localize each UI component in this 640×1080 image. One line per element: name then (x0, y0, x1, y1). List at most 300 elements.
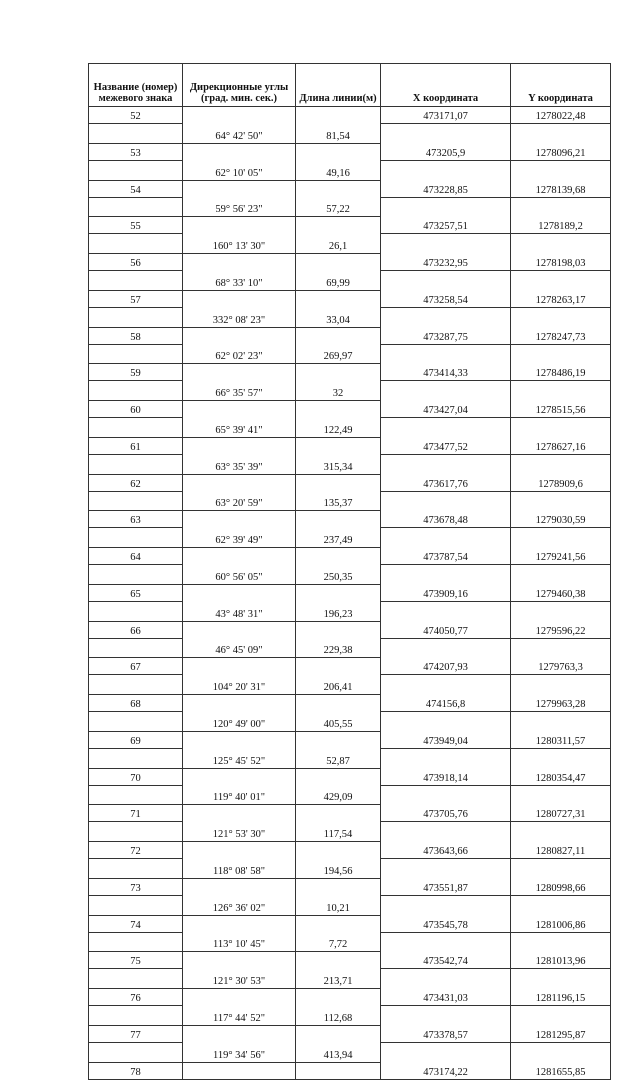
empty-cell (296, 548, 381, 565)
table-row (89, 437, 611, 454)
direction-angle: 126° 36' 02" (183, 895, 296, 915)
empty-cell (511, 895, 611, 915)
empty-cell (511, 969, 611, 989)
y-coordinate: 1280998,66 (511, 878, 611, 895)
empty-cell (89, 1042, 183, 1062)
x-coordinate: 473477,52 (381, 437, 511, 454)
point-name: 68 (89, 695, 183, 712)
empty-cell (381, 271, 511, 291)
empty-cell (183, 107, 296, 124)
line-length: 33,04 (296, 307, 381, 327)
empty-cell (511, 528, 611, 548)
y-coordinate: 1278096,21 (511, 143, 611, 160)
point-name: 59 (89, 364, 183, 381)
empty-cell (296, 805, 381, 822)
table-row (89, 1025, 611, 1042)
line-length: 26,1 (296, 234, 381, 254)
table-row (89, 785, 611, 805)
table-row (89, 895, 611, 915)
table-row (89, 307, 611, 327)
point-name: 62 (89, 474, 183, 491)
empty-cell (381, 160, 511, 180)
table-row (89, 511, 611, 528)
x-coordinate: 473678,48 (381, 511, 511, 528)
empty-cell (381, 969, 511, 989)
direction-angle: 117° 44' 52" (183, 1006, 296, 1026)
table-row (89, 675, 611, 695)
table-row (89, 1062, 611, 1079)
empty-cell (183, 290, 296, 307)
table-row (89, 638, 611, 658)
table-row (89, 989, 611, 1006)
x-coordinate: 474156,8 (381, 695, 511, 712)
empty-cell (296, 474, 381, 491)
empty-cell (381, 712, 511, 732)
empty-cell (89, 1006, 183, 1026)
point-name: 73 (89, 878, 183, 895)
x-coordinate: 473258,54 (381, 290, 511, 307)
x-coordinate: 473617,76 (381, 474, 511, 491)
table-row (89, 197, 611, 217)
table-row (89, 768, 611, 785)
point-name: 76 (89, 989, 183, 1006)
line-length: 269,97 (296, 344, 381, 364)
point-name: 75 (89, 952, 183, 969)
point-name: 60 (89, 401, 183, 418)
table-row (89, 180, 611, 197)
x-coordinate: 473542,74 (381, 952, 511, 969)
table-row (89, 454, 611, 474)
direction-angle: 43° 48' 31" (183, 601, 296, 621)
point-name: 67 (89, 658, 183, 675)
table-row (89, 344, 611, 364)
table-row (89, 381, 611, 401)
empty-cell (511, 601, 611, 621)
empty-cell (296, 143, 381, 160)
empty-cell (511, 160, 611, 180)
x-coordinate: 473431,03 (381, 989, 511, 1006)
point-name: 57 (89, 290, 183, 307)
empty-cell (89, 932, 183, 952)
empty-cell (381, 895, 511, 915)
point-name: 70 (89, 768, 183, 785)
empty-cell (89, 307, 183, 327)
empty-cell (296, 217, 381, 234)
empty-cell (511, 785, 611, 805)
empty-cell (183, 842, 296, 859)
empty-cell (381, 418, 511, 438)
empty-cell (381, 601, 511, 621)
empty-cell (381, 491, 511, 511)
line-length: 237,49 (296, 528, 381, 548)
x-coordinate: 474207,93 (381, 658, 511, 675)
x-coordinate: 473427,04 (381, 401, 511, 418)
point-name: 69 (89, 731, 183, 748)
point-name: 77 (89, 1025, 183, 1042)
direction-angle: 118° 08' 58" (183, 859, 296, 879)
table-row (89, 621, 611, 638)
y-coordinate: 1280827,11 (511, 842, 611, 859)
empty-cell (89, 675, 183, 695)
empty-cell (296, 658, 381, 675)
empty-cell (89, 160, 183, 180)
table-row (89, 234, 611, 254)
x-coordinate: 473414,33 (381, 364, 511, 381)
empty-cell (296, 952, 381, 969)
table-row (89, 822, 611, 842)
y-coordinate: 1278198,03 (511, 254, 611, 271)
empty-cell (89, 565, 183, 585)
empty-cell (89, 528, 183, 548)
empty-cell (89, 234, 183, 254)
empty-cell (89, 344, 183, 364)
y-coordinate: 1280354,47 (511, 768, 611, 785)
empty-cell (296, 1062, 381, 1079)
table-row (89, 160, 611, 180)
table-row (89, 528, 611, 548)
x-coordinate: 473257,51 (381, 217, 511, 234)
empty-cell (183, 217, 296, 234)
point-name: 53 (89, 143, 183, 160)
direction-angle: 113° 10' 45" (183, 932, 296, 952)
point-name: 58 (89, 327, 183, 344)
empty-cell (183, 474, 296, 491)
empty-cell (511, 307, 611, 327)
table-row (89, 584, 611, 601)
line-length: 49,16 (296, 160, 381, 180)
point-name: 54 (89, 180, 183, 197)
table-row (89, 418, 611, 438)
x-coordinate: 473171,07 (381, 107, 511, 124)
table-row (89, 491, 611, 511)
y-coordinate: 1281295,87 (511, 1025, 611, 1042)
table-row (89, 658, 611, 675)
direction-angle: 104° 20' 31" (183, 675, 296, 695)
point-name: 72 (89, 842, 183, 859)
empty-cell (296, 327, 381, 344)
empty-cell (381, 565, 511, 585)
table-row (89, 364, 611, 381)
direction-angle: 119° 40' 01" (183, 785, 296, 805)
empty-cell (89, 124, 183, 144)
direction-angle: 332° 08' 23" (183, 307, 296, 327)
table-row (89, 401, 611, 418)
direction-angle: 120° 49' 00" (183, 712, 296, 732)
empty-cell (89, 638, 183, 658)
empty-cell (183, 915, 296, 932)
table-row (89, 143, 611, 160)
table-row (89, 842, 611, 859)
empty-cell (183, 621, 296, 638)
direction-angle: 64° 42' 50" (183, 124, 296, 144)
empty-cell (381, 748, 511, 768)
empty-cell (511, 197, 611, 217)
direction-angle: 119° 34' 56" (183, 1042, 296, 1062)
y-coordinate: 1280727,31 (511, 805, 611, 822)
point-name: 78 (89, 1062, 183, 1079)
line-length: 32 (296, 381, 381, 401)
direction-angle: 121° 30' 53" (183, 969, 296, 989)
point-name: 56 (89, 254, 183, 271)
line-length: 213,71 (296, 969, 381, 989)
x-coordinate: 473232,95 (381, 254, 511, 271)
table-row (89, 969, 611, 989)
empty-cell (89, 712, 183, 732)
table-row (89, 327, 611, 344)
header-length: Длина линии(м) (296, 64, 381, 107)
table-row (89, 1006, 611, 1026)
point-name: 61 (89, 437, 183, 454)
empty-cell (89, 822, 183, 842)
empty-cell (511, 822, 611, 842)
direction-angle: 62° 02' 23" (183, 344, 296, 364)
x-coordinate: 473705,76 (381, 805, 511, 822)
table-row (89, 565, 611, 585)
empty-cell (296, 915, 381, 932)
point-name: 55 (89, 217, 183, 234)
y-coordinate: 1278263,17 (511, 290, 611, 307)
table-row (89, 601, 611, 621)
empty-cell (511, 675, 611, 695)
empty-cell (381, 344, 511, 364)
y-coordinate: 1278486,19 (511, 364, 611, 381)
table-row (89, 1042, 611, 1062)
empty-cell (296, 584, 381, 601)
direction-angle: 63° 20' 59" (183, 491, 296, 511)
empty-cell (296, 290, 381, 307)
empty-cell (183, 805, 296, 822)
x-coordinate: 473174,22 (381, 1062, 511, 1079)
empty-cell (183, 1025, 296, 1042)
line-length: 315,34 (296, 454, 381, 474)
empty-cell (296, 842, 381, 859)
empty-cell (381, 822, 511, 842)
x-coordinate: 473787,54 (381, 548, 511, 565)
empty-cell (183, 731, 296, 748)
point-name: 52 (89, 107, 183, 124)
direction-angle: 125° 45' 52" (183, 748, 296, 768)
empty-cell (296, 437, 381, 454)
empty-cell (381, 381, 511, 401)
y-coordinate: 1279460,38 (511, 584, 611, 601)
x-coordinate: 473643,66 (381, 842, 511, 859)
empty-cell (183, 1062, 296, 1079)
empty-cell (296, 621, 381, 638)
empty-cell (89, 454, 183, 474)
empty-cell (183, 658, 296, 675)
empty-cell (511, 381, 611, 401)
y-coordinate: 1279963,28 (511, 695, 611, 712)
empty-cell (183, 548, 296, 565)
direction-angle: 66° 35' 57" (183, 381, 296, 401)
y-coordinate: 1278247,73 (511, 327, 611, 344)
direction-angle: 63° 35' 39" (183, 454, 296, 474)
empty-cell (511, 565, 611, 585)
empty-cell (511, 234, 611, 254)
table-row (89, 548, 611, 565)
table-header-row (89, 64, 611, 107)
empty-cell (381, 1006, 511, 1026)
line-length: 10,21 (296, 895, 381, 915)
table-row (89, 217, 611, 234)
line-length: 413,94 (296, 1042, 381, 1062)
empty-cell (296, 989, 381, 1006)
y-coordinate: 1279241,56 (511, 548, 611, 565)
y-coordinate: 1281006,86 (511, 915, 611, 932)
empty-cell (511, 712, 611, 732)
empty-cell (183, 511, 296, 528)
table-row (89, 731, 611, 748)
empty-cell (183, 878, 296, 895)
line-length: 206,41 (296, 675, 381, 695)
y-coordinate: 1281655,85 (511, 1062, 611, 1079)
empty-cell (511, 344, 611, 364)
empty-cell (511, 932, 611, 952)
empty-cell (296, 254, 381, 271)
empty-cell (183, 254, 296, 271)
empty-cell (381, 307, 511, 327)
table-row (89, 748, 611, 768)
header-angle: Дирекционные углы (град. мин. сек.) (183, 64, 296, 107)
line-length: 81,54 (296, 124, 381, 144)
empty-cell (89, 859, 183, 879)
table-row (89, 878, 611, 895)
table-row (89, 254, 611, 271)
x-coordinate: 473949,04 (381, 731, 511, 748)
empty-cell (511, 124, 611, 144)
empty-cell (381, 197, 511, 217)
empty-cell (381, 124, 511, 144)
empty-cell (89, 748, 183, 768)
point-name: 64 (89, 548, 183, 565)
direction-angle: 59° 56' 23" (183, 197, 296, 217)
table-row (89, 859, 611, 879)
empty-cell (89, 785, 183, 805)
empty-cell (183, 180, 296, 197)
direction-angle: 68° 33' 10" (183, 271, 296, 291)
direction-angle: 46° 45' 09" (183, 638, 296, 658)
empty-cell (89, 271, 183, 291)
y-coordinate: 1278515,56 (511, 401, 611, 418)
direction-angle: 65° 39' 41" (183, 418, 296, 438)
line-length: 135,37 (296, 491, 381, 511)
empty-cell (183, 989, 296, 1006)
line-length: 57,22 (296, 197, 381, 217)
empty-cell (511, 271, 611, 291)
x-coordinate: 473378,57 (381, 1025, 511, 1042)
empty-cell (296, 511, 381, 528)
table-row (89, 932, 611, 952)
empty-cell (381, 638, 511, 658)
empty-cell (511, 491, 611, 511)
empty-cell (89, 895, 183, 915)
table-row (89, 107, 611, 124)
empty-cell (296, 695, 381, 712)
empty-cell (89, 969, 183, 989)
empty-cell (381, 785, 511, 805)
empty-cell (183, 952, 296, 969)
line-length: 429,09 (296, 785, 381, 805)
empty-cell (89, 381, 183, 401)
empty-cell (89, 491, 183, 511)
empty-cell (183, 327, 296, 344)
direction-angle: 60° 56' 05" (183, 565, 296, 585)
direction-angle: 62° 10' 05" (183, 160, 296, 180)
y-coordinate: 1279030,59 (511, 511, 611, 528)
empty-cell (296, 401, 381, 418)
y-coordinate: 1279763,3 (511, 658, 611, 675)
empty-cell (381, 859, 511, 879)
empty-cell (89, 601, 183, 621)
table-row (89, 290, 611, 307)
y-coordinate: 1278189,2 (511, 217, 611, 234)
y-coordinate: 1280311,57 (511, 731, 611, 748)
boundary-coordinates-table (88, 63, 611, 1080)
x-coordinate: 474050,77 (381, 621, 511, 638)
empty-cell (183, 364, 296, 381)
empty-cell (296, 878, 381, 895)
empty-cell (183, 584, 296, 601)
y-coordinate: 1278909,6 (511, 474, 611, 491)
empty-cell (296, 1025, 381, 1042)
y-coordinate: 1281013,96 (511, 952, 611, 969)
empty-cell (183, 768, 296, 785)
empty-cell (511, 748, 611, 768)
point-name: 65 (89, 584, 183, 601)
table-row (89, 712, 611, 732)
x-coordinate: 473205,9 (381, 143, 511, 160)
empty-cell (381, 1042, 511, 1062)
y-coordinate: 1278627,16 (511, 437, 611, 454)
empty-cell (89, 418, 183, 438)
empty-cell (296, 107, 381, 124)
empty-cell (381, 454, 511, 474)
y-coordinate: 1279596,22 (511, 621, 611, 638)
line-length: 112,68 (296, 1006, 381, 1026)
direction-angle: 121° 53' 30" (183, 822, 296, 842)
empty-cell (183, 695, 296, 712)
table-row (89, 124, 611, 144)
x-coordinate: 473551,87 (381, 878, 511, 895)
table-row (89, 805, 611, 822)
empty-cell (183, 401, 296, 418)
x-coordinate: 473909,16 (381, 584, 511, 601)
empty-cell (183, 143, 296, 160)
line-length: 117,54 (296, 822, 381, 842)
y-coordinate: 1278022,48 (511, 107, 611, 124)
empty-cell (381, 932, 511, 952)
x-coordinate: 473228,85 (381, 180, 511, 197)
point-name: 63 (89, 511, 183, 528)
direction-angle: 62° 39' 49" (183, 528, 296, 548)
line-length: 69,99 (296, 271, 381, 291)
header-x: X координата (381, 64, 511, 107)
empty-cell (381, 234, 511, 254)
empty-cell (296, 731, 381, 748)
empty-cell (296, 180, 381, 197)
header-name: Название (номер) межевого знака (89, 64, 183, 107)
x-coordinate: 473545,78 (381, 915, 511, 932)
empty-cell (511, 418, 611, 438)
empty-cell (511, 1042, 611, 1062)
point-name: 74 (89, 915, 183, 932)
empty-cell (511, 859, 611, 879)
y-coordinate: 1278139,68 (511, 180, 611, 197)
table-row (89, 474, 611, 491)
line-length: 196,23 (296, 601, 381, 621)
line-length: 405,55 (296, 712, 381, 732)
x-coordinate: 473918,14 (381, 768, 511, 785)
